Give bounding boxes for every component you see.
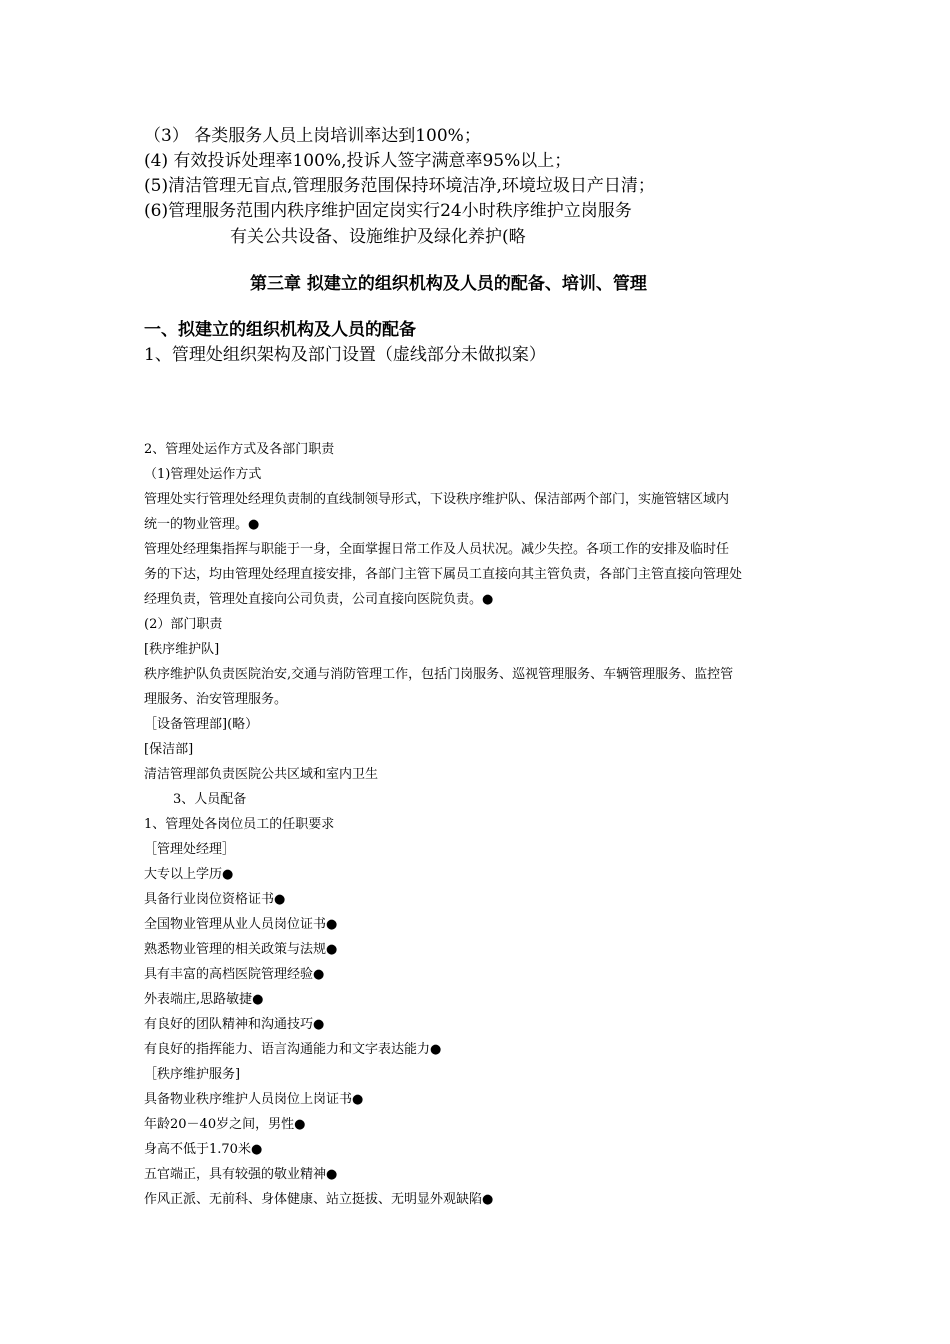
requirement-item: 具有丰富的高档医院管理经验●	[144, 967, 325, 982]
list-item-3: （3） 各类服务人员上岗培训率达到100%；	[144, 126, 481, 146]
requirement-item: 有良好的指挥能力、语言沟通能力和文字表达能力●	[144, 1042, 442, 1057]
requirement-item: 大专以上学历●	[144, 867, 234, 882]
requirement-item: 具备物业秩序维护人员岗位上岗证书●	[144, 1092, 364, 1107]
requirement-item: 全国物业管理从业人员岗位证书●	[144, 917, 338, 932]
requirement-item: 五官端正，具有较强的敬业精神●	[144, 1167, 338, 1182]
requirement-item: 作风正派、无前科、身体健康、站立挺拔、无明显外观缺陷●	[144, 1192, 494, 1207]
paragraph-line: 管理处经理集指挥与职能于一身，全面掌握日常工作及人员状况。减少失控。各项工作的安排及临时任	[144, 542, 730, 557]
requirement-item: 年龄20－40岁之间，男性●	[144, 1117, 306, 1132]
paragraph-line: 务的下达，均由管理处经理直接安排，各部门主管下属员工直接向其主管负责，各部门主管直接向管理处	[144, 567, 743, 582]
requirement-item: 身高不低于1.70米●	[144, 1142, 263, 1157]
subsection-heading: 1、管理处各岗位员工的任职要求	[144, 817, 335, 832]
subsection-heading: 3、人员配备	[173, 792, 247, 807]
paragraph-line: 经理负责，管理处直接向公司负责，公司直接向医院负责。●	[144, 592, 494, 607]
paragraph-line: 管理处实行管理处经理负责制的直线制领导形式，下设秩序维护队、保洁部两个部门，实施管辖区域内	[144, 492, 730, 507]
subsection-heading: 1、管理处组织架构及部门设置（虚线部分未做拟案）	[144, 345, 546, 365]
role-title: ［管理处经理］	[144, 842, 236, 857]
list-item-4: (4) 有效投诉处理率100%,投诉人签字满意率95%以上；	[144, 151, 572, 171]
paragraph-line: 秩序维护队负责医院治安,交通与消防管理工作，包括门岗服务、巡视管理服务、车辆管理服务、监控管	[144, 667, 734, 682]
paragraph-line: 清洁管理部负责医院公共区域和室内卫生	[144, 767, 379, 782]
paragraph-line: 理服务、治安管理服务。	[144, 692, 288, 707]
paragraph-line: 统一的物业管理。●	[144, 517, 260, 532]
list-item-6-continuation: 有关公共设备、设施维护及绿化养护(略	[230, 227, 526, 247]
role-title: ［秩序维护服务]	[144, 1067, 241, 1082]
department-title: ［设备管理部](略）	[144, 717, 259, 732]
requirement-item: 熟悉物业管理的相关政策与法规●	[144, 942, 338, 957]
department-title: [保洁部]	[144, 742, 194, 757]
list-item-6: (6)管理服务范围内秩序维护固定岗实行24小时秩序维护立岗服务	[144, 201, 632, 221]
requirement-item: 有良好的团队精神和沟通技巧●	[144, 1017, 325, 1032]
requirement-item: 外表端庄,思路敏捷●	[144, 992, 264, 1007]
subsection-heading: 2、管理处运作方式及各部门职责	[144, 442, 335, 457]
subsection-heading: （1)管理处运作方式	[144, 467, 262, 482]
list-item-5: (5)清洁管理无盲点,管理服务范围保持环境洁净,环境垃圾日产日清；	[144, 176, 655, 196]
department-title: [秩序维护队]	[144, 642, 220, 657]
subsection-heading: (2）部门职责	[144, 617, 223, 632]
requirement-item: 具备行业岗位资格证书●	[144, 892, 286, 907]
section-heading: 一、拟建立的组织机构及人员的配备	[144, 320, 416, 340]
chapter-title: 第三章 拟建立的组织机构及人员的配备、培训、管理	[250, 274, 647, 294]
